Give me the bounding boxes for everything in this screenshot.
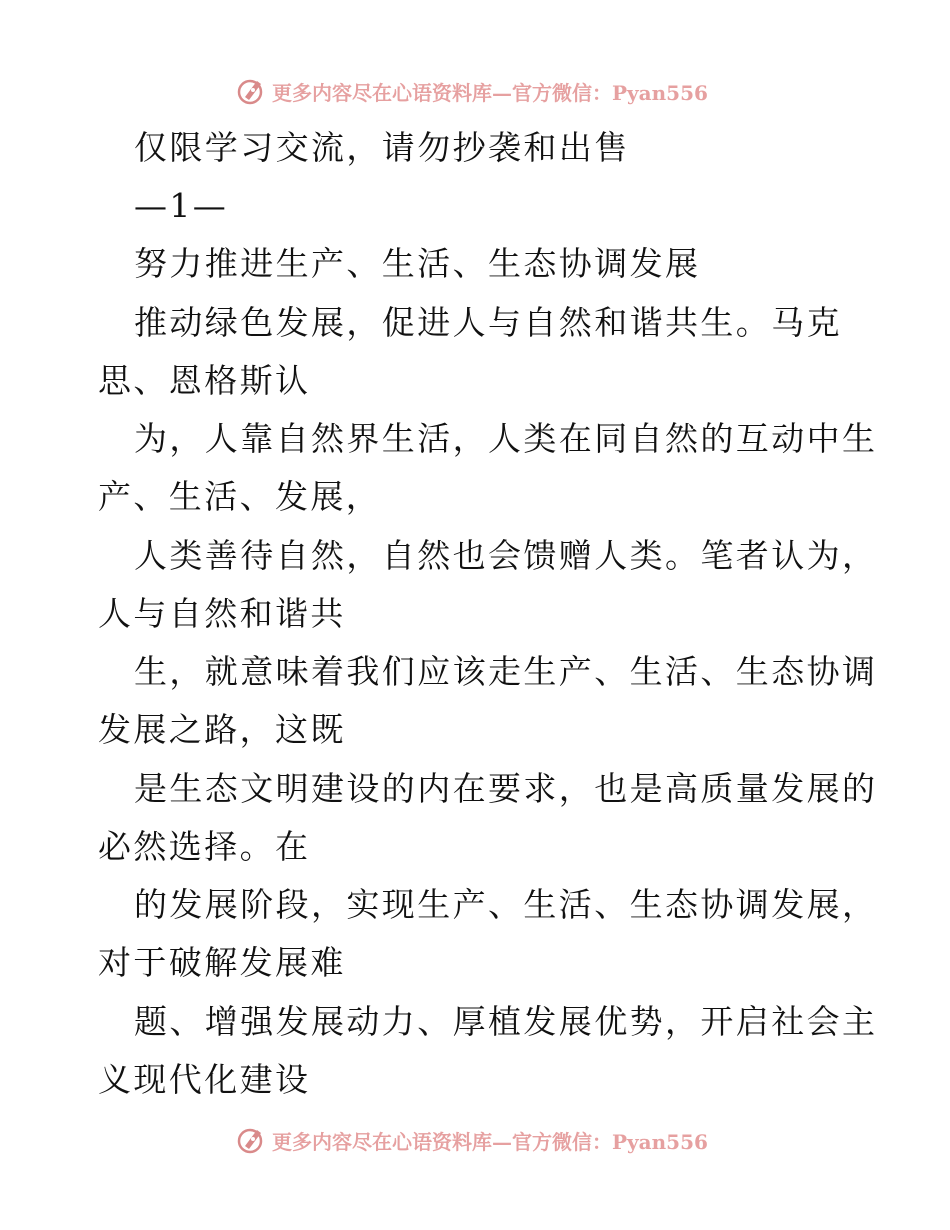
text-line: 人与自然和谐共 — [98, 594, 346, 633]
text-line: 思、恩格斯认 — [98, 361, 311, 400]
text-line: 推动绿色发展，促进人与自然和谐共生。马克 — [134, 303, 842, 342]
section-heading: 努力推进生产、生活、生态协调发展 — [134, 244, 701, 283]
page-number: —1— — [134, 186, 229, 225]
footer-watermark — [236, 1123, 708, 1157]
text-line: 产、生活、发展， — [98, 477, 382, 516]
text-line: 为，人靠自然界生活，人类在同自然的互动中生 — [134, 419, 878, 458]
watermark-text: 更多内容尽在心语资料库—官方微信：Pyan556 — [272, 80, 708, 105]
text-line: 人类善待自然，自然也会馈赠人类。笔者认为， — [134, 536, 878, 575]
text-line: 的发展阶段，实现生产、生活、生态协调发展， — [134, 885, 878, 924]
text-line: 对于破解发展难 — [98, 943, 346, 982]
text-line: 生，就意味着我们应该走生产、生活、生态协调 — [134, 652, 878, 691]
text-line: 发展之路，这既 — [98, 710, 346, 749]
text-line: 题、增强发展动力、厚植发展优势，开启社会主 — [134, 1002, 878, 1041]
text-line: 义现代化建设 — [98, 1060, 311, 1099]
text-line: 仅限学习交流，请勿抄袭和出售 — [134, 128, 630, 167]
text-line: 是生态文明建设的内在要求，也是高质量发展的 — [134, 769, 878, 808]
pen-nib-circle-icon — [236, 1124, 268, 1156]
watermark-text: 更多内容尽在心语资料库—官方微信：Pyan556 — [272, 1129, 708, 1154]
text-line: 必然选择。在 — [98, 827, 311, 866]
